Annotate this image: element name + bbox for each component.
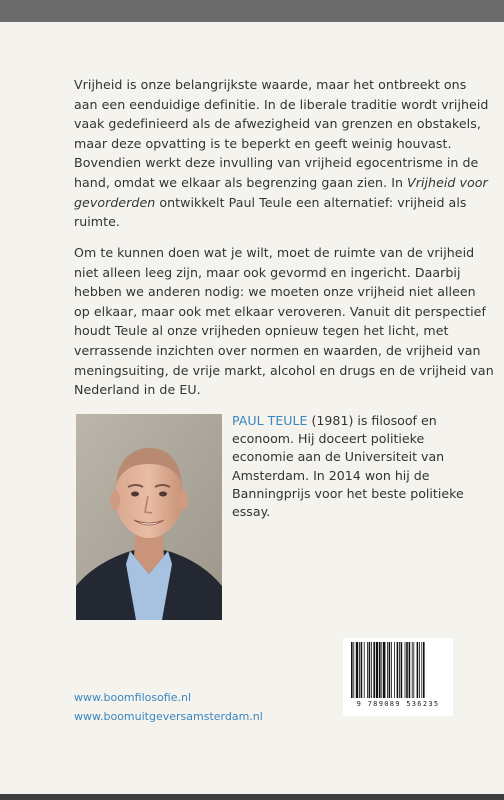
- barcode-bar: [351, 642, 353, 698]
- blurb-line: vaak gedefinieerd als de afwezigheid van grenzen en obstakels,: [74, 116, 481, 132]
- author-bio-line: PAUL TEULE (1981) is filosoof en: [232, 413, 437, 428]
- blurb-line: niet alleen leeg zijn, maar ook gevormd en ingericht. Daarbij: [74, 264, 461, 280]
- barcode-bar: [401, 642, 403, 698]
- isbn-number: 9 789089 536235: [356, 700, 440, 708]
- website-link[interactable]: www.boomfilosofie.nl: [74, 691, 192, 704]
- blurb-line: hand, omdat we elkaar als begrenzing gaan zien. In Vrijheid voor: [74, 174, 488, 190]
- barcode-bar: [417, 642, 419, 698]
- barcode-bar: [413, 642, 414, 698]
- barcode-bar: [376, 642, 378, 698]
- barcode-bar: [353, 642, 354, 698]
- barcode-bar: [381, 642, 382, 698]
- blurb-line: houdt Teule al onze vrijheden opnieuw tegen het licht, met: [74, 323, 449, 339]
- barcode-bar: [387, 642, 388, 698]
- barcode-bar: [423, 642, 425, 698]
- barcode-bar: [379, 642, 381, 698]
- website-link[interactable]: www.boomuitgeversamsterdam.nl: [74, 710, 263, 723]
- barcode-bars: [351, 642, 445, 698]
- top-edge-strip: [0, 0, 504, 22]
- author-bio-line: Banningprijs voor het beste politieke: [232, 485, 464, 501]
- blurb-line: maar deze opvatting is te beperkt en geeft weinig houvast.: [74, 135, 452, 151]
- barcode-bar: [373, 642, 375, 698]
- blurb-paragraph-1: [74, 75, 489, 232]
- barcode-bar: [406, 642, 408, 698]
- author-name: PAUL TEULE: [232, 413, 308, 428]
- blurb-line: Vrijheid is onze belangrijkste waarde, maar het ontbreekt ons: [74, 77, 467, 92]
- barcode-bar: [389, 642, 391, 698]
- publisher-websites: [74, 688, 263, 726]
- barcode-bar: [421, 642, 422, 698]
- barcode-bar: [409, 642, 411, 698]
- barcode-bar: [367, 642, 368, 698]
- barcode-bar: [356, 642, 358, 698]
- barcode-bar: [364, 642, 365, 698]
- author-photo: [76, 414, 222, 620]
- barcode-bar: [371, 642, 372, 698]
- blurb-line: Bovendien werkt deze invulling van vrijheid egocentrisme in de: [74, 155, 479, 171]
- barcode-bar: [361, 642, 363, 698]
- blurb-line: aan een eenduidige definitie. In de liberale traditie wordt vrijheid: [74, 96, 489, 112]
- blurb-line: ruimte.: [74, 214, 120, 230]
- blurb-line: hebben we anderen nodig: we moeten onze vrijheid niet alleen: [74, 284, 476, 300]
- barcode-bar: [419, 642, 420, 698]
- barcode-bar: [399, 642, 400, 698]
- barcode-bar: [405, 642, 406, 698]
- barcode-bar: [391, 642, 392, 698]
- blurb-line: op elkaar, maar ook met elkaar veroveren. Vanuit dit perspectief: [74, 303, 486, 319]
- book-title-italic: Vrijheid voor: [407, 174, 488, 190]
- blurb-line: Nederland in de EU.: [74, 382, 201, 398]
- author-bio-line: Amsterdam. In 2014 won hij de: [232, 467, 430, 483]
- blurb-line: gevorderden ontwikkelt Paul Teule een alternatief: vrijheid als: [74, 194, 467, 210]
- barcode-bar: [394, 642, 395, 698]
- author-bio: [232, 412, 464, 521]
- author-bio-line: economie aan de Universiteit van: [232, 449, 445, 465]
- barcode-bar: [412, 642, 413, 698]
- barcode-bar: [397, 642, 399, 698]
- author-bio-line: essay.: [232, 504, 271, 520]
- book-title-italic: gevorderden: [74, 194, 156, 210]
- blurb-line: meningsuiting, de vrije markt, alcohol en drugs en de vrijheid van: [74, 362, 494, 378]
- isbn-barcode: [343, 638, 453, 716]
- blurb-paragraph-2: [74, 243, 494, 400]
- blurb-line: Om te kunnen doen wat je wilt, moet de ruimte van de vrijheid: [74, 245, 475, 260]
- author-bio-line: econoom. Hij doceert politieke: [232, 431, 425, 447]
- barcode-bar: [383, 642, 385, 698]
- blurb-line: verrassende inzichten over normen en waarden, de vrijheid van: [74, 342, 481, 358]
- barcode-bar: [359, 642, 360, 698]
- bottom-edge-strip: [0, 794, 504, 800]
- barcode-bar: [369, 642, 371, 698]
